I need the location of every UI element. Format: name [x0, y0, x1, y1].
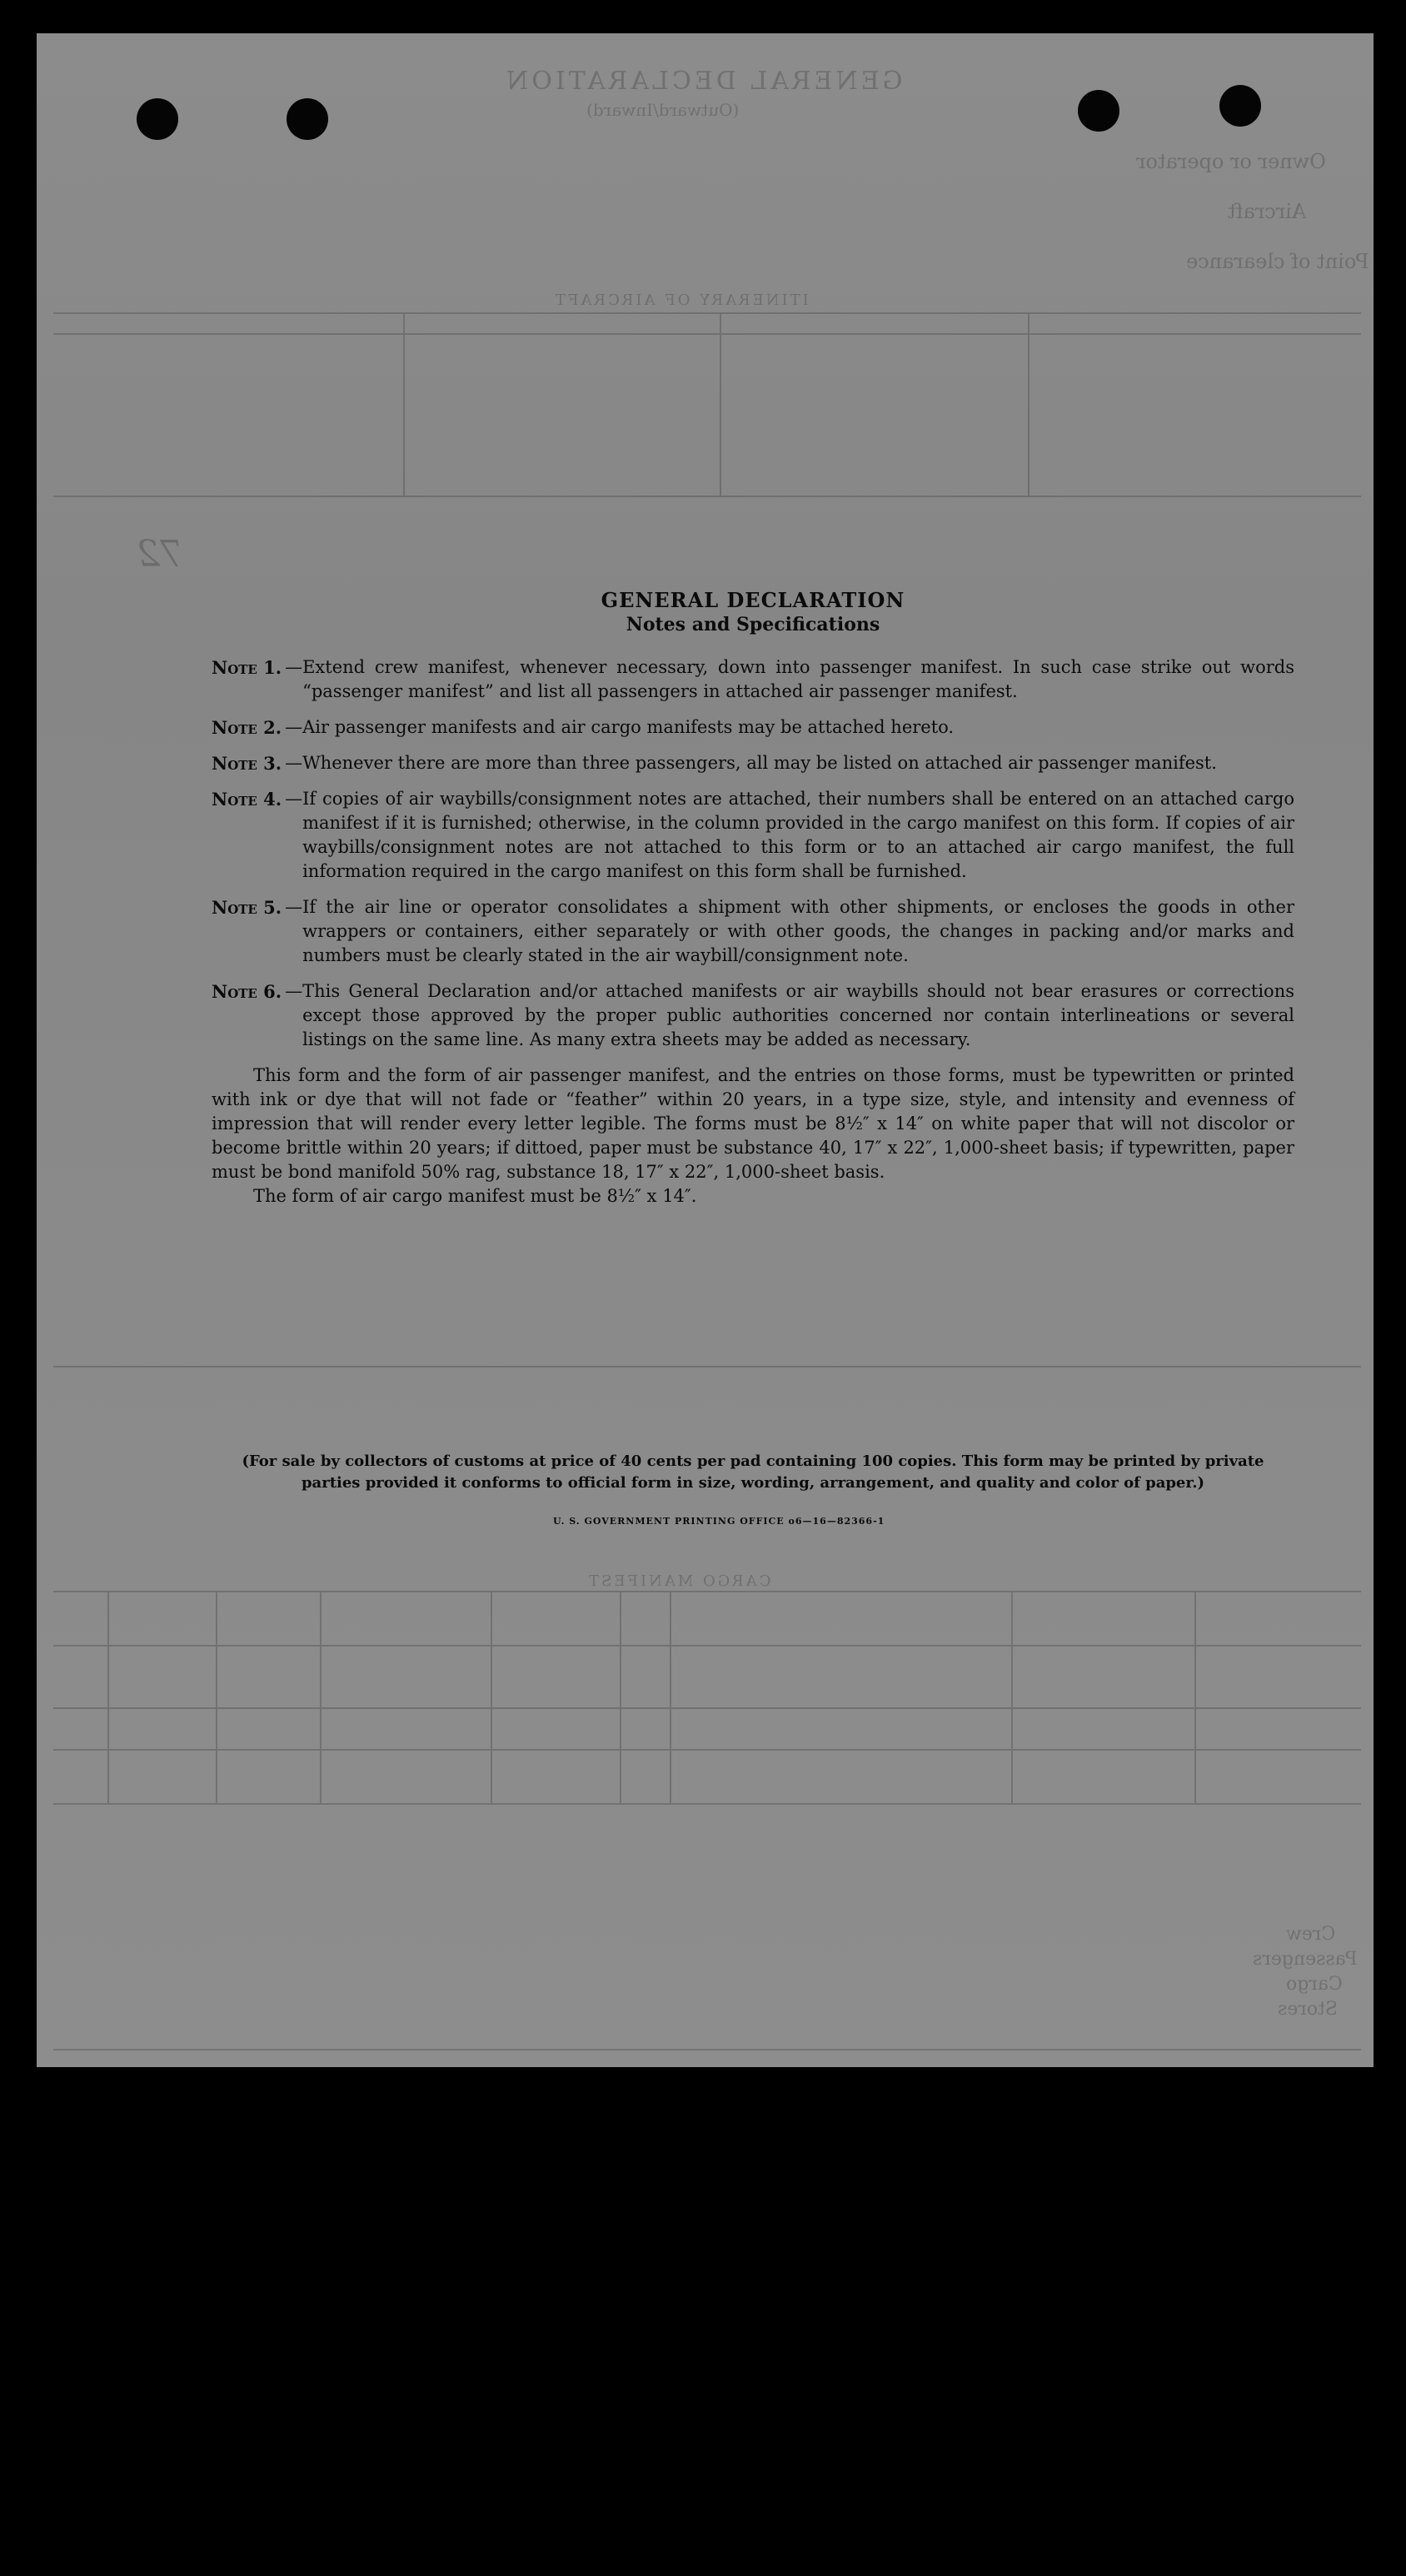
sale-notice: (For sale by collectors of customs at price of 40 cents per pad containing 100 copies. This form may be printed by private parties provided it conforms to official form in size, wording, arrangement, and quality and color of paper.)	[242, 1452, 1264, 1492]
document-subtitle: Notes and Specifications	[626, 614, 880, 635]
punch-hole	[1219, 85, 1261, 127]
note-label: Note 3.	[212, 753, 282, 774]
ghost-stores: Stores	[1278, 1999, 1338, 2020]
note-text: If the air line or operator consolidates a shipment with other shipments, or encloses the goods in other wrappers or containers, either separately or with other goods, the changes in packing and/or marks and numbers must be clearly stated in the air waybill/consignment note.	[302, 897, 1294, 965]
document-title: GENERAL DECLARATION	[601, 588, 905, 612]
notes-section	[212, 588, 1294, 1208]
ghost-itinerary: ITINERARY OF AIRCRAFT	[553, 291, 809, 309]
note-4: Note 4. — If copies of air waybills/consignment notes are attached, their numbers shall be entered on an attached cargo manifest if it is furnished; otherwise, in the column provided in the cargo manifest on this form. If copies of air waybills/consignment notes are not attached to this form or to an attached air cargo manifest, the full information required in the cargo manifest on this form shall be furnished.	[212, 787, 1294, 884]
note-3: Note 3. — Whenever there are more than three passengers, all may be listed on attached air passenger manifest.	[212, 751, 1294, 775]
note-label: Note 5.	[212, 897, 282, 918]
note-label: Note 4.	[212, 789, 282, 810]
note-text: Whenever there are more than three passengers, all may be listed on attached air passenger manifest.	[302, 753, 1217, 773]
ghost-owner: Owner or operator	[1136, 150, 1326, 173]
punch-hole	[1078, 90, 1119, 132]
note-text: This General Declaration and/or attached manifests or air waybills should not bear erasures or corrections except those approved by the proper public authorities concerned nor contain interlineations or several listings on the same line. As many extra sheets may be added as necessary.	[302, 981, 1294, 1049]
ghost-crew: Crew	[1286, 1924, 1336, 1945]
declaration-sheet	[37, 33, 1374, 2067]
ghost-passengers: Passengers	[1253, 1949, 1358, 1970]
note-1: Note 1. — Extend crew manifest, whenever necessary, down into passenger manifest. In such case strike out words “passenger manifest” and list all passengers in attached air passenger manifest.	[212, 655, 1294, 704]
punch-hole	[137, 98, 178, 140]
cargo-manifest-size-line: The form of air cargo manifest must be 8½″ x 14″.	[253, 1186, 697, 1206]
note-label: Note 2.	[212, 717, 282, 738]
ghost-cargo: Cargo	[1286, 1974, 1343, 1995]
note-text: Air passenger manifests and air cargo manifests may be attached hereto.	[302, 717, 955, 737]
note-5: Note 5. — If the air line or operator consolidates a shipment with other shipments, or encloses the goods in other wrappers or containers, either separately or with other goods, the changes in packing and/or marks and numbers must be clearly stated in the air waybill/consignment note.	[212, 895, 1294, 968]
note-text: Extend crew manifest, whenever necessary, down into passenger manifest. In such case strike out words “passenger manifest” and list all passengers in attached air passenger manifest.	[302, 657, 1294, 701]
printing-office-imprint: U. S. GOVERNMENT PRINTING OFFICE o6—16—82366-1	[553, 1516, 885, 1527]
note-2: Note 2. — Air passenger manifests and air cargo manifests may be attached hereto.	[212, 715, 1294, 740]
punch-hole	[287, 98, 328, 140]
ghost-clearance: Point of clearance	[1186, 250, 1369, 273]
note-text: If copies of air waybills/consignment notes are attached, their numbers shall be entered on an attached cargo manifest if it is furnished; otherwise, in the column provided in the cargo manifest on this form. If copies of air waybills/consignment notes are not attached to this form or to an attached air cargo manifest, the full information required in the cargo manifest on this form shall be furnished.	[302, 789, 1294, 881]
form-specification-paragraph: This form and the form of air passenger manifest, and the entries on those forms, must be typewritten or printed with ink or dye that will not fade or “feather” within 20 years, in a type size, style, and intensity and evenness of impression that will render every letter legible. The forms must be 8½″ x 14″ on white paper that will not discolor or become brittle within 20 years; if dittoed, paper must be substance 40, 17″ x 22″, 1,000-sheet basis; if typewritten, paper must be bond manifold 50% rag, substance 18, 17″ x 22″, 1,000-sheet basis.	[212, 1065, 1294, 1182]
ghost-header-sub: (Outward/Inward)	[586, 100, 740, 120]
note-6: Note 6. — This General Declaration and/or attached manifests or air waybills should not bear erasures or corrections except those approved by the proper public authorities concerned nor contain interlineations or several listings on the same line. As many extra sheets may be added as necessary.	[212, 979, 1294, 1052]
note-label: Note 6.	[212, 981, 282, 1002]
note-label: Note 1.	[212, 657, 282, 678]
ghost-handwritten-number: 72	[137, 533, 183, 575]
ghost-aircraft: Aircraft	[1228, 200, 1307, 223]
ghost-cargo-manifest: CARGO MANIFEST	[586, 1572, 771, 1590]
ghost-header: GENERAL DECLARATION	[503, 67, 903, 96]
